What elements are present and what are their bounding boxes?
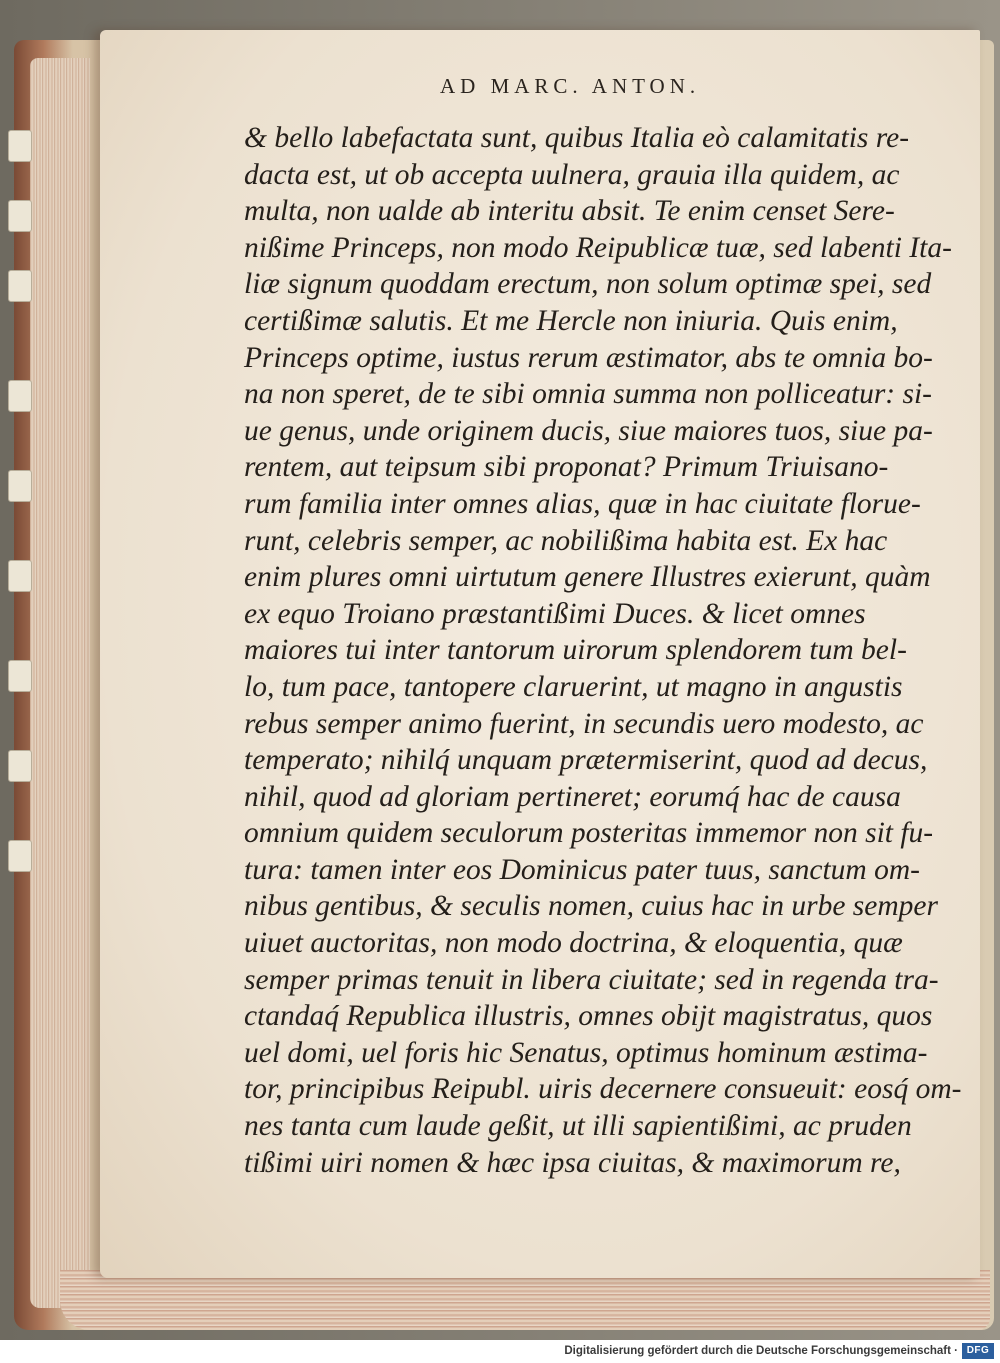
text-line: uel domi, uel foris hic Senatus, optimus hominum æstima-: [244, 1036, 928, 1069]
page-tab-marker: [8, 380, 32, 412]
text-line: nißime Princeps, non modo Reipublicæ tuæ, sed labenti Ita-: [244, 231, 952, 264]
page-stack-bottom: [60, 1270, 990, 1330]
text-line: certißimæ salutis. Et me Hercle non iniuria. Quis enim,: [244, 304, 898, 337]
page-tab-marker: [8, 130, 32, 162]
text-line: enim plures omni uirtutum genere Illustres exierunt, quàm: [244, 561, 931, 594]
text-line: rentem, aut teipsum sibi proponat? Primum Triuisano-: [244, 451, 889, 484]
text-line: temperato; nihilq́ unquam prætermiserint, quod ad decus,: [244, 744, 928, 777]
text-line: tura: tamen inter eos Dominicus pater tuus, sanctum om-: [244, 853, 920, 886]
text-line: nibus gentibus, & seculis nomen, cuius hac in urbe semper: [244, 890, 938, 923]
text-line: & bello labefactata sunt, quibus Italia eò calamitatis re-: [244, 122, 910, 154]
text-line: dacta est, ut ob accepta uulnera, grauia illa quidem, ac: [244, 158, 900, 191]
text-line: lo, tum pace, tantopere claruerint, ut magno in angustis: [244, 670, 903, 703]
text-line: maiores tui inter tantorum uirorum splendorem tum bel-: [244, 634, 907, 667]
text-line: tißimi uiri nomen & hæc ipsa ciuitas, & maximorum re,: [244, 1146, 901, 1179]
text-line: ue genus, unde originem ducis, siue maiores tuos, siue pa-: [244, 414, 933, 447]
text-line: nihil, quod ad gloriam pertineret; eorumq́ hac de causa: [244, 780, 901, 813]
page-tab-marker: [8, 270, 32, 302]
dfg-logo: DFG: [962, 1343, 994, 1359]
body-text: [244, 120, 962, 1181]
page-tab-marker: [8, 560, 32, 592]
footer-credit: Digitalisierung gefördert durch die Deutsche Forschungsgemeinschaft ·: [564, 1345, 958, 1357]
text-line: na non speret, de te sibi omnia summa non polliceatur: si-: [244, 378, 932, 411]
text-line: rebus semper animo fuerint, in secundis uero modesto, ac: [244, 707, 924, 740]
text-line: ex equo Troiano præstantißimi Duces. & licet omnes: [244, 597, 866, 630]
page-tab-marker: [8, 840, 32, 872]
page-tab-marker: [8, 750, 32, 782]
text-line: runt, celebris semper, ac nobilißima habita est. Ex hac: [244, 524, 888, 557]
page-stack-edge: [30, 58, 90, 1308]
page-tab-marker: [8, 200, 32, 232]
text-line: multa, non ualde ab interitu absit. Te enim censet Sere-: [244, 195, 895, 228]
text-line: uiuet auctoritas, non modo doctrina, & eloquentia, quæ: [244, 927, 903, 960]
text-line: semper primas tenuit in libera ciuitate; sed in regenda tra-: [244, 963, 939, 996]
text-line: liæ signum quoddam erectum, non solum optimæ spei, sed: [244, 268, 932, 301]
text-line: ctandaq́ Republica illustris, omnes obijt magistratus, quos: [244, 1000, 933, 1033]
text-line: Princeps optime, iustus rerum æstimator, abs te omnia bo-: [244, 341, 933, 374]
page-tab-marker: [8, 660, 32, 692]
text-line: rum familia inter omnes alias, quæ in hac ciuitate floruе-: [244, 487, 921, 520]
running-head: AD MARC. ANTON.: [440, 74, 701, 98]
text-line: tor, principibus Reipubl. uiris decernere consueuit: eosq́ om-: [244, 1073, 962, 1106]
text-line: nes tanta cum laude geßit, ut illi sapientißimi, ac pruden: [244, 1110, 912, 1143]
text-line: omnium quidem seculorum posteritas immemor non sit fu-: [244, 817, 934, 850]
page-tab-marker: [8, 470, 32, 502]
